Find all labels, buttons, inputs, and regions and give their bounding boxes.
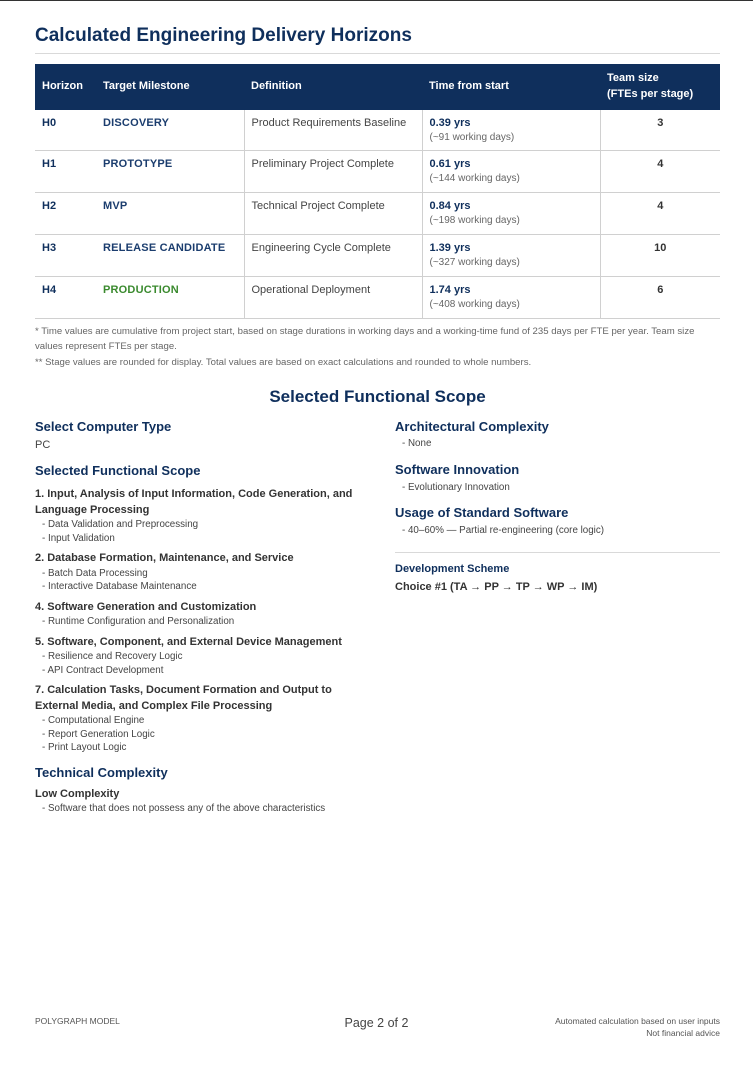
table-row [35,235,720,277]
definition-cell: Preliminary Project Complete [244,151,422,193]
scope-item: - Print Layout Logic [42,742,127,753]
technical-complexity-level: Low Complexity [35,787,120,800]
software-innovation-value: - Evolutionary Innovation [402,481,510,493]
definition-cell: Product Requirements Baseline [244,109,422,151]
section-divider [395,552,720,553]
scope-item: - API Contract Development [42,664,164,676]
col-header-team [600,64,720,109]
time-cell [422,277,600,319]
scope-group-title: 1. Input, Analysis of Input Information, Code Generation, and Language Processing [35,488,353,516]
time-cell [422,235,600,277]
scope-group-title: 4. Software Generation and Customization [35,600,257,613]
scope-item: - Resilience and Recovery Logic [42,651,183,662]
software-innovation-heading: Software Innovation [395,461,520,477]
section-title: Selected Functional Scope [269,387,486,406]
team-header-line2: (FTEs per stage) [607,88,694,100]
team-cell: 3 [600,109,720,151]
milestone-cell: PROTOTYPE [96,151,244,193]
scope-item: - Report Generation Logic [42,728,155,740]
horizons-table [35,64,720,319]
standard-software-value: - 40–60% — Partial re-engineering (core logic) [402,525,605,536]
team-cell: 6 [600,277,720,319]
page-number: Page 2 of 2 [344,1016,409,1030]
table-footnotes [35,324,720,371]
horizon-cell: H1 [35,151,96,193]
col-header-milestone: Target Milestone [96,64,244,109]
scope-group [35,683,365,755]
footnote-2: ** Stage values are rounded for display. Total values are based on exact calculations and rounded to whole numbers. [35,357,532,368]
scope-group [35,487,365,545]
technical-complexity-heading: Technical Complexity [35,764,168,780]
time-years: 0.61 yrs [429,158,471,170]
table-row [35,109,720,151]
team-cell: 4 [600,151,720,193]
time-cell [422,109,600,151]
col-header-definition: Definition [244,64,422,109]
table-header-row [35,64,720,109]
horizon-cell: H3 [35,235,96,277]
scope-group-title: 5. Software, Component, and External Device Management [35,635,342,648]
time-years: 0.39 yrs [429,117,471,129]
scope-right-column [395,419,720,593]
scope-item: - Interactive Database Maintenance [42,581,197,592]
definition-cell: Engineering Cycle Complete [244,235,422,277]
table-row [35,151,720,193]
scope-group [35,551,365,594]
technical-complexity-description: - Software that does not possess any of the above characteristics [42,803,326,814]
computer-type-value: PC [35,439,51,451]
disclaimer-line-1: Automated calculation based on user inputs [555,1016,720,1026]
scope-item: - Batch Data Processing [42,567,148,579]
scope-group-title: 7. Calculation Tasks, Document Formation and Output to External Media, and Complex File Processing [35,684,332,712]
development-scheme-heading: Development Scheme [395,562,510,575]
scope-heading: Selected Functional Scope [35,463,201,478]
team-header-line1: Team size [607,72,659,84]
table-row [35,277,720,319]
architectural-complexity-heading: Architectural Complexity [395,419,549,434]
scope-group-title: 2. Database Formation, Maintenance, and Service [35,552,294,564]
scope-item: - Data Validation and Preprocessing [42,519,199,530]
time-days: (~144 working days) [429,173,520,184]
footnote-1: * Time values are cumulative from project start, based on stage durations in working days and a working-time fund of 235 days per FTE per year. Team size values represent FTEs per stage. [35,326,695,352]
definition-cell: Technical Project Complete [244,193,422,235]
time-days: (~91 working days) [429,132,515,143]
time-years: 1.74 yrs [429,284,471,296]
page-title: Calculated Engineering Delivery Horizons [35,25,412,46]
team-cell: 10 [600,235,720,277]
standard-software-heading: Usage of Standard Software [395,505,569,520]
architectural-complexity-value: - None [402,438,432,449]
horizon-cell: H2 [35,193,96,235]
table-row [35,193,720,235]
scope-item: - Input Validation [42,532,115,544]
scope-item: - Computational Engine [42,715,145,726]
time-years: 1.39 yrs [429,242,471,254]
footer-brand: POLYGRAPH MODEL [35,1016,120,1026]
col-header-horizon: Horizon [35,64,96,109]
time-days: (~408 working days) [429,299,520,310]
team-cell: 4 [600,193,720,235]
time-days: (~198 working days) [429,215,520,226]
milestone-cell: MVP [96,193,244,235]
time-years: 0.84 yrs [429,200,471,212]
time-cell [422,193,600,235]
horizon-cell: H0 [35,109,96,151]
scope-item: - Runtime Configuration and Personalization [42,616,235,627]
milestone-cell: DISCOVERY [96,109,244,151]
col-header-time: Time from start [422,64,600,109]
development-scheme-value: Choice #1 (TA → PP → TP → WP → IM) [395,580,598,593]
horizon-cell: H4 [35,277,96,319]
disclaimer-line-2: Not financial advice [646,1028,720,1038]
definition-cell: Operational Deployment [244,277,422,319]
title-divider [35,53,720,54]
time-cell [422,151,600,193]
milestone-cell: RELEASE CANDIDATE [96,235,244,277]
time-days: (~327 working days) [429,257,520,268]
computer-type-heading: Select Computer Type [35,419,172,434]
scope-group [35,600,365,629]
milestone-cell: PRODUCTION [96,277,244,319]
scope-group [35,635,365,678]
scope-left-column [35,419,365,816]
footer-disclaimer [555,1015,720,1039]
